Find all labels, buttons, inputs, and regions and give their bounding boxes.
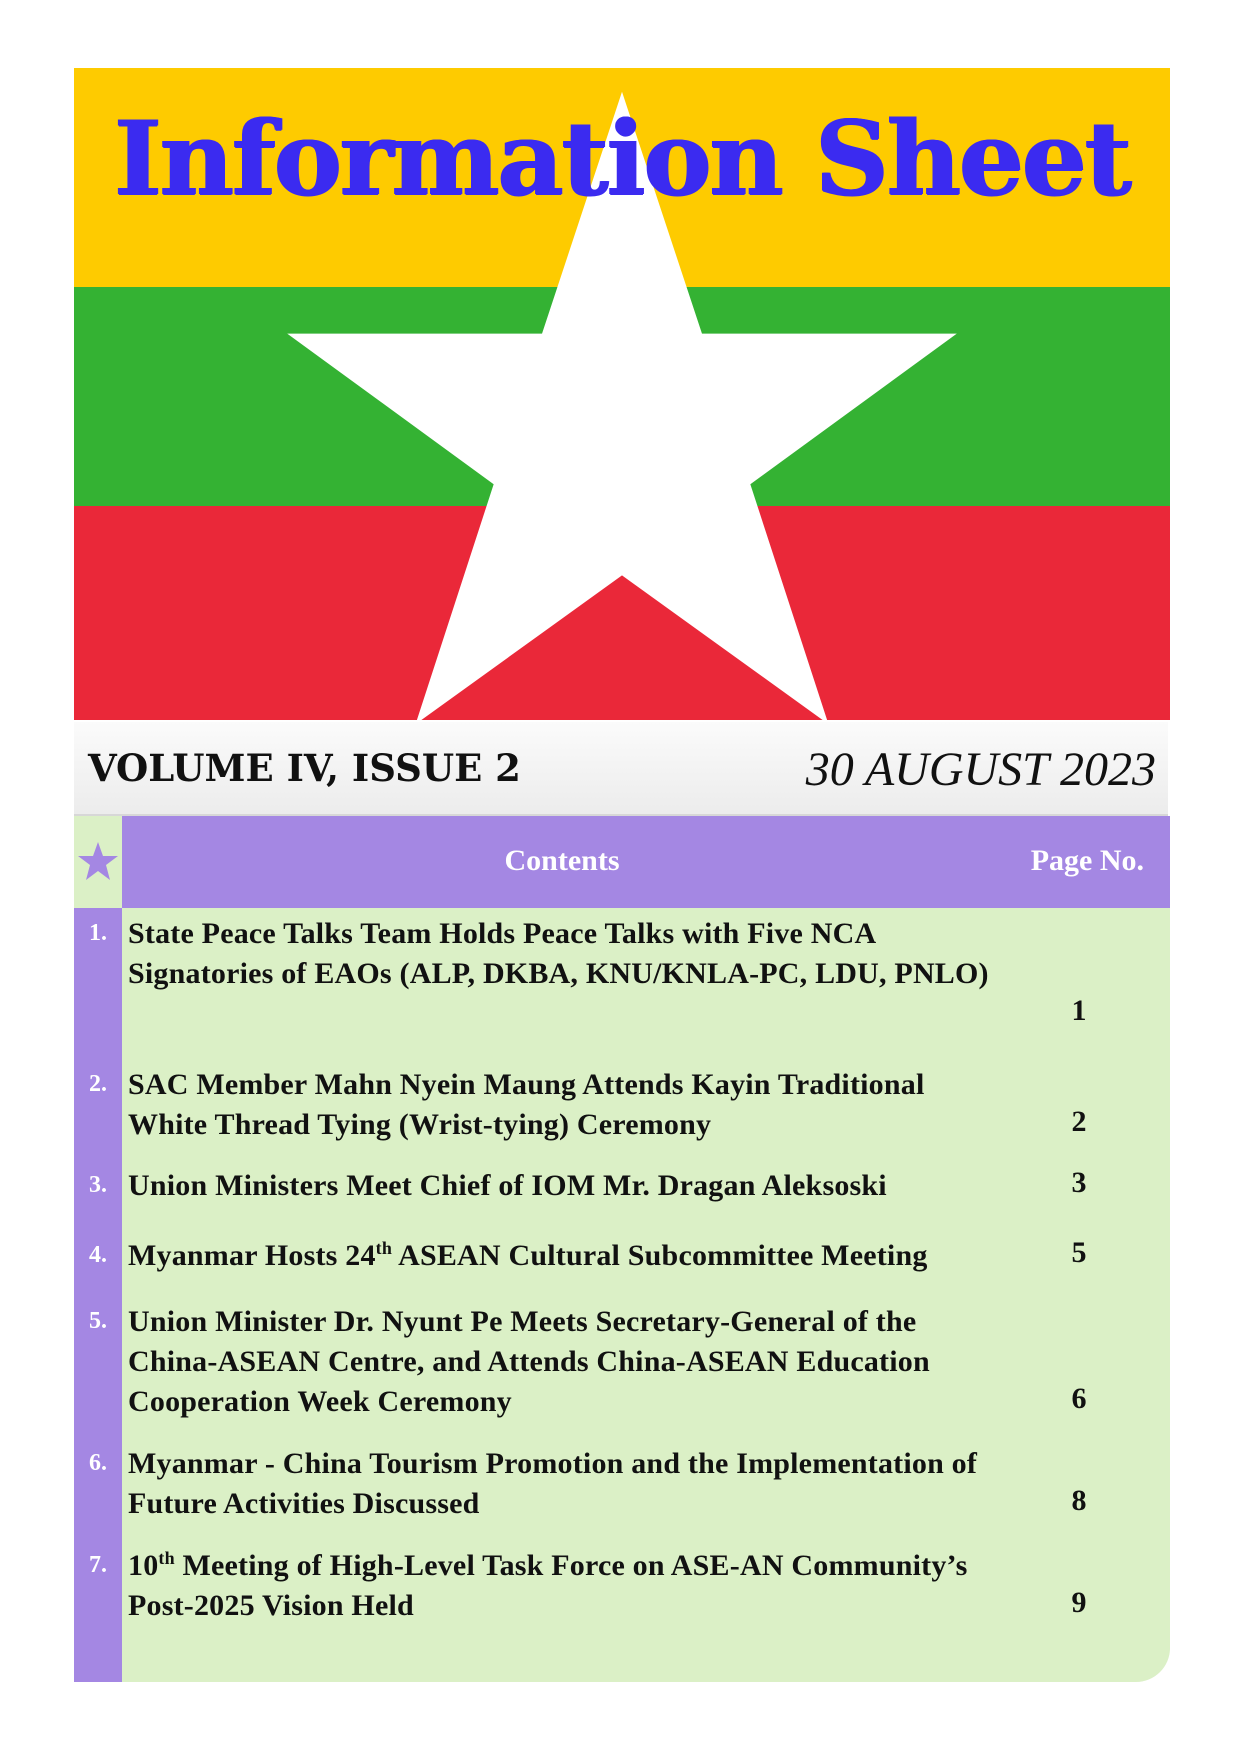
volume-issue: VOLUME IV, ISSUE 2 bbox=[88, 746, 521, 790]
page-no-heading: Page No. bbox=[1030, 844, 1144, 877]
item-page: 3 bbox=[1071, 1166, 1087, 1199]
item-number: 7. bbox=[89, 1552, 107, 1578]
item-number: 3. bbox=[89, 1172, 107, 1198]
issue-date: 30 AUGUST 2023 bbox=[805, 743, 1156, 796]
item-page: 2 bbox=[1071, 1105, 1087, 1138]
ordinal-suffix: th bbox=[375, 1238, 393, 1258]
item-page: 9 bbox=[1071, 1586, 1087, 1619]
item-title-part: 10 bbox=[128, 1549, 159, 1582]
item-number: 1. bbox=[89, 920, 107, 946]
item-page: 6 bbox=[1071, 1382, 1087, 1415]
item-title-part: Meeting of High-Level Task Force on ASE-AN Community’s Post-2025 Vision Held bbox=[128, 1549, 968, 1622]
contents-heading: Contents bbox=[504, 844, 620, 877]
item-page: 8 bbox=[1071, 1484, 1087, 1517]
item-number: 4. bbox=[89, 1242, 107, 1268]
item-title[interactable]: SAC Member Mahn Nyein Maung Attends Kayin Traditional White Thread Tying (Wrist-tying) Ceremony bbox=[128, 1068, 925, 1141]
contents-table bbox=[74, 816, 1170, 1682]
flag-banner bbox=[74, 68, 1170, 720]
item-title[interactable]: Myanmar - China Tourism Promotion and the Implementation of Future Activities Discussed bbox=[128, 1447, 978, 1520]
issue-bar bbox=[74, 722, 1168, 816]
item-number: 2. bbox=[89, 1071, 107, 1097]
item-page: 5 bbox=[1071, 1236, 1087, 1269]
item-title[interactable]: State Peace Talks Team Holds Peace Talks with Five NCA Signatories of EAOs (ALP, DKBA, KNU/KNLA-PC, LDU, PNLO) bbox=[128, 917, 989, 990]
item-title-part: Myanmar Hosts 24 bbox=[128, 1239, 376, 1272]
star-icon bbox=[76, 840, 120, 884]
contents-header bbox=[122, 816, 1170, 908]
item-title[interactable] bbox=[128, 1546, 1008, 1626]
item-title[interactable]: Union Minister Dr. Nyunt Pe Meets Secretary-General of the China-ASEAN Centre, and Attends China-ASEAN Education Cooperation Week Ceremony bbox=[128, 1305, 930, 1418]
item-number: 5. bbox=[89, 1308, 107, 1334]
item-number: 6. bbox=[89, 1450, 107, 1476]
item-title-part: ASEAN Cultural Subcommittee Meeting bbox=[392, 1239, 928, 1272]
contents-marker bbox=[74, 816, 122, 908]
item-page: 1 bbox=[1071, 994, 1087, 1027]
item-title[interactable]: Union Ministers Meet Chief of IOM Mr. Dragan Aleksoski bbox=[128, 1169, 887, 1202]
masthead-title: Information Sheet bbox=[114, 99, 1130, 219]
item-title[interactable] bbox=[128, 1236, 1008, 1276]
ordinal-suffix: th bbox=[158, 1548, 175, 1568]
